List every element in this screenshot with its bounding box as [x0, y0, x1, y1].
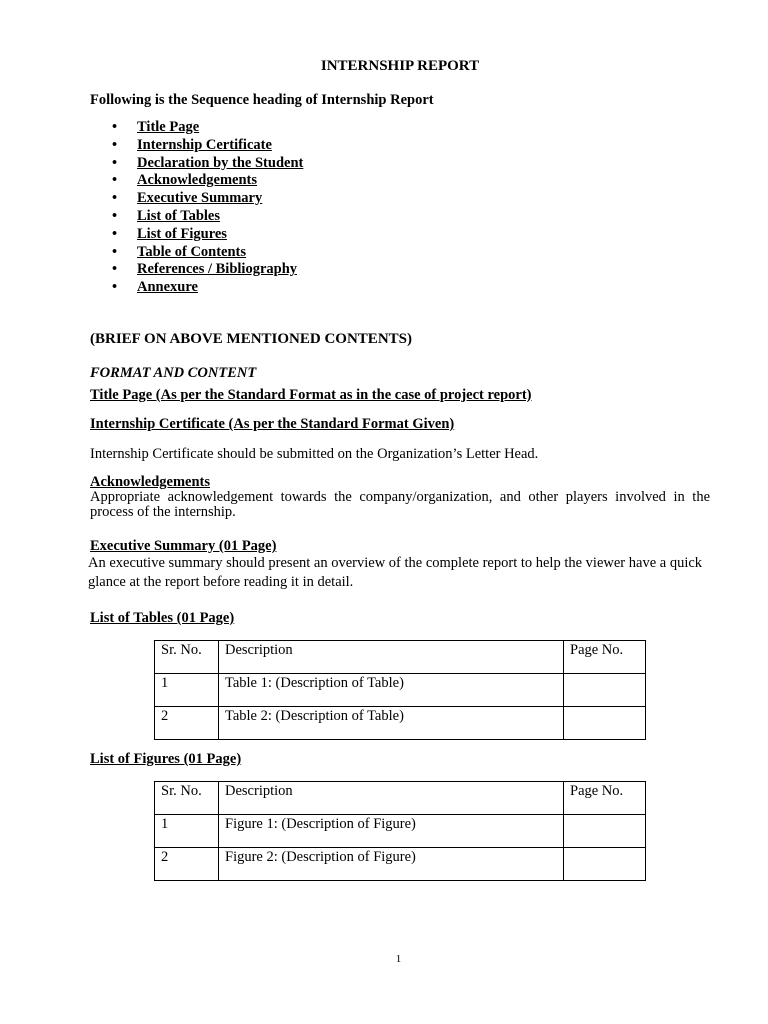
header-cell: Page No.	[564, 782, 646, 815]
table-header-row	[155, 641, 646, 674]
table-row	[155, 815, 646, 848]
table-cell: Figure 2: (Description of Figure)	[219, 848, 564, 881]
intro-line: Following is the Sequence heading of Internship Report	[90, 92, 434, 108]
table-row	[155, 707, 646, 740]
header-cell: Page No.	[564, 641, 646, 674]
table-cell: 2	[155, 707, 219, 740]
table-cell: 1	[155, 674, 219, 707]
document-title: INTERNSHIP REPORT	[320, 58, 480, 74]
acknowledgements-heading: Acknowledgements	[90, 474, 211, 490]
title-page-heading: Title Page (As per the Standard Format as in the case of project report)	[90, 387, 532, 403]
certificate-text: Internship Certificate should be submitted on the Organization’s Letter Head.	[90, 446, 539, 462]
executive-summary-text: An executive summary should present an overview of the complete report to help the viewer have a quick glance at the report before reading it in detail.	[88, 555, 703, 590]
list-item: • List of Tables	[112, 208, 303, 226]
table-cell: 1	[155, 815, 219, 848]
header-cell: Description	[219, 641, 564, 674]
figures-heading: List of Figures (01 Page)	[90, 751, 242, 767]
list-of-figures	[154, 781, 646, 881]
executive-summary-heading: Executive Summary (01 Page)	[90, 538, 277, 554]
list-item: • References / Bibliography	[112, 261, 303, 279]
list-item: • Table of Contents	[112, 244, 303, 262]
header-cell: Description	[219, 782, 564, 815]
table-cell: Table 1: (Description of Table)	[219, 674, 564, 707]
brief-heading: (BRIEF ON ABOVE MENTIONED CONTENTS)	[90, 331, 412, 347]
table-row	[155, 848, 646, 881]
header-cell: Sr. No.	[155, 641, 219, 674]
certificate-heading: Internship Certificate (As per the Standard Format Given)	[90, 416, 455, 432]
page-number: 1	[395, 953, 402, 965]
header-cell: Sr. No.	[155, 782, 219, 815]
list-item: • Executive Summary	[112, 190, 303, 208]
tables-heading: List of Tables (01 Page)	[90, 610, 235, 626]
format-heading: FORMAT AND CONTENT	[90, 365, 257, 381]
list-item: • Internship Certificate	[112, 137, 303, 155]
list-item: • Declaration by the Student	[112, 155, 303, 173]
table-cell	[564, 707, 646, 740]
table-cell: Table 2: (Description of Table)	[219, 707, 564, 740]
list-item: • Annexure	[112, 279, 303, 297]
table-cell	[564, 848, 646, 881]
sequence-list	[112, 119, 303, 297]
table-cell: Figure 1: (Description of Figure)	[219, 815, 564, 848]
table-cell	[564, 815, 646, 848]
table-row	[155, 674, 646, 707]
table-cell	[564, 674, 646, 707]
list-item: • Title Page	[112, 119, 303, 137]
acknowledgements-text: Appropriate acknowledgement towards the company/organization, and other players involved in the process of the internship.	[90, 489, 710, 520]
list-item: • Acknowledgements	[112, 172, 303, 190]
list-of-tables	[154, 640, 646, 740]
table-cell: 2	[155, 848, 219, 881]
list-item: • List of Figures	[112, 226, 303, 244]
table-header-row	[155, 782, 646, 815]
